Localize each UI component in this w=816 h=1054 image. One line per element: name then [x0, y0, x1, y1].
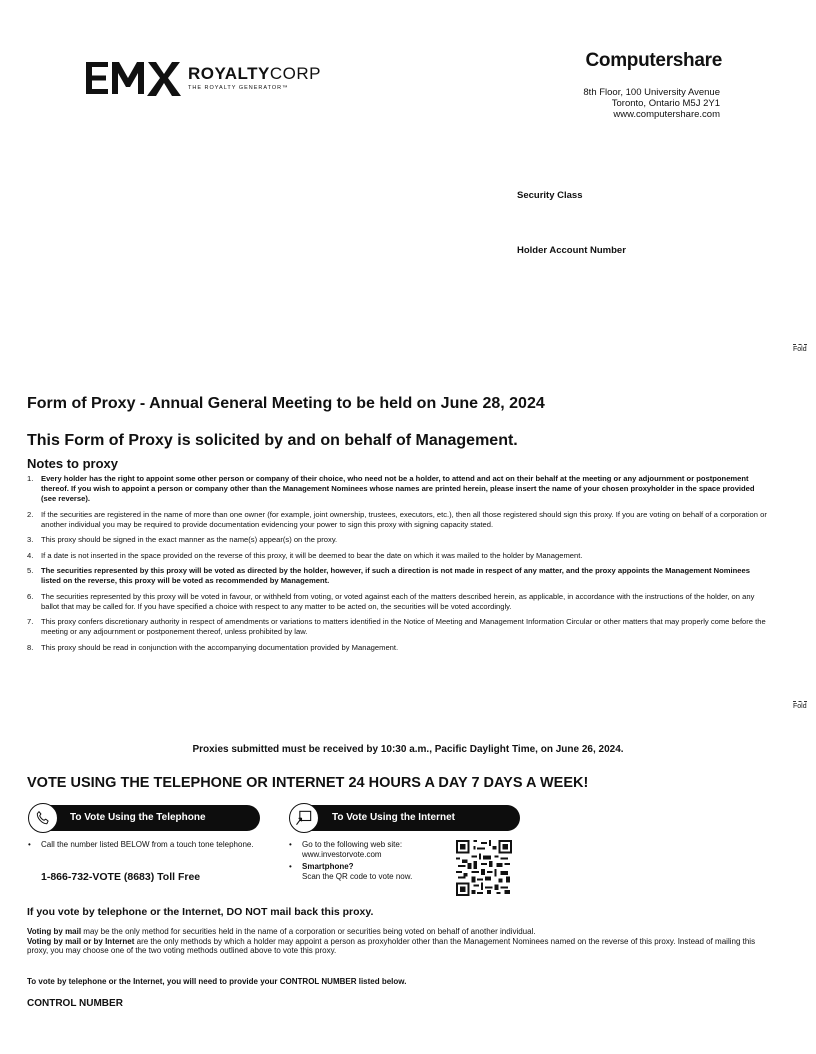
- investorvote-link[interactable]: www.investorvote.com: [302, 849, 382, 859]
- voting-by-mail-internet-paragraph: Voting by mail or by Internet are the only methods by which a holder may appoint a person as proxyholder other than the Management Nominees named on the reverse of this proxy. Instead of mailing this proxy, you may choose one of the two voting methods outlined above to vote this proxy.: [27, 936, 756, 955]
- note-item: 1. Every holder has the right to appoint some other person or company of their choice, who need not be a holder, to attend and act on their behalf at the meeting or any adjournment or postponement thereof. If you wish to appoint a person or company other than the Management Nominees whose names are printed herein, please insert the name of your chosen proxyholder in the space provided (see reverse).: [27, 474, 755, 503]
- voting-by-mail-paragraph: Voting by mail may be the only method for securities held in the name of a corporation or securities being voted on behalf of another individual.: [27, 927, 536, 936]
- vote-telephone-banner: To Vote Using the Telephone: [46, 805, 260, 831]
- vote-internet-banner: To Vote Using the Internet: [308, 805, 520, 831]
- mail-warning: If you vote by telephone or the Internet, DO NOT mail back this proxy.: [27, 906, 374, 918]
- fold-mark: Fold: [793, 346, 807, 353]
- emx-logo: [86, 56, 326, 100]
- phone-icon: [28, 803, 58, 833]
- note-item: 5. The securities represented by this proxy will be voted as directed by the holder, however, if such a direction is not made in respect of any matter, and the proxy appoints the Management Nominees listed on the reverse, this proxy will be voted as recommended by Management.: [27, 566, 750, 585]
- notes-list: [27, 474, 767, 658]
- form-title: Form of Proxy - Annual General Meeting to be held on June 28, 2024: [27, 395, 545, 412]
- notes-heading: Notes to proxy: [27, 456, 119, 471]
- emx-brand-text: ROYALTYCORP: [188, 64, 322, 83]
- note-item: 7. This proxy confers discretionary authority in respect of amendments or variations to matters identified in the Notice of Meeting and Management Information Circular or other matters that may properly come before the meeting or any adjournment or postponement thereof, unless prohibited by law.: [27, 617, 766, 636]
- holder-account-number-label: Holder Account Number: [517, 245, 626, 256]
- fold-mark: Fold: [793, 703, 807, 710]
- note-item: 8. This proxy should be read in conjunction with the accompanying documentation provided by Management.: [27, 642, 399, 652]
- smartphone-instruction: • Smartphone? Scan the QR code to vote now.: [289, 862, 449, 881]
- note-item: 3. This proxy should be signed in the exact manner as the name(s) appear(s) on the proxy.: [27, 535, 338, 544]
- control-number-instruction: To vote by telephone or the Internet, you will need to provide your CONTROL NUMBER listed below.: [27, 977, 407, 986]
- security-class-label: Security Class: [517, 190, 583, 201]
- emx-tagline: THE ROYALTY GENERATOR™: [188, 85, 289, 91]
- note-item: 6. The securities represented by this proxy will be voted in favour, or withheld from voting, or voted against each of the matters described herein, as applicable, in accordance with the instructions of the holder, on any ballot that may be called for. If you have specified a choice with respect to any matter to be acted on, the securities will be voted accordingly.: [27, 591, 755, 611]
- form-subtitle: This Form of Proxy is solicited by and on behalf of Management.: [27, 432, 518, 449]
- telephone-instruction: • Call the number listed BELOW from a touch tone telephone.: [28, 840, 258, 850]
- note-item: 2. If the securities are registered in the name of more than one owner (for example, joint ownership, trustees, executors, etc.), then all those registered should sign this proxy. If you are voting on behalf of a corporation or another individual you may be required to provide documentation evidencing your power to sign this proxy with signing capacity stated.: [27, 509, 767, 529]
- control-number-label: CONTROL NUMBER: [27, 998, 123, 1009]
- voting-methods-text: [27, 927, 767, 956]
- internet-instruction: • Go to the following web site: www.investorvote.com: [289, 840, 449, 859]
- note-item: 4. If a date is not inserted in the space provided on the reverse of this proxy, it will be deemed to bear the date on which it was mailed to the holder by Management.: [27, 550, 583, 560]
- computershare-logo: Computershare: [585, 50, 722, 71]
- proxy-deadline: Proxies submitted must be received by 10:30 a.m., Pacific Daylight Time, on June 26, 2024.: [192, 744, 624, 755]
- emx-mark-logo: [86, 56, 182, 100]
- telephone-instructions: [28, 840, 258, 850]
- computershare-address: 8th Floor, 100 University Avenue Toronto, Ontario M5J 2Y1 www.computershare.com: [583, 87, 720, 120]
- vote-heading: VOTE USING THE TELEPHONE OR INTERNET 24 HOURS A DAY 7 DAYS A WEEK!: [27, 775, 589, 791]
- internet-instructions: [289, 840, 449, 884]
- cursor-click-icon: [289, 803, 319, 833]
- telephone-number: 1-866-732-VOTE (8683) Toll Free: [41, 871, 201, 883]
- qr-code[interactable]: [456, 840, 512, 896]
